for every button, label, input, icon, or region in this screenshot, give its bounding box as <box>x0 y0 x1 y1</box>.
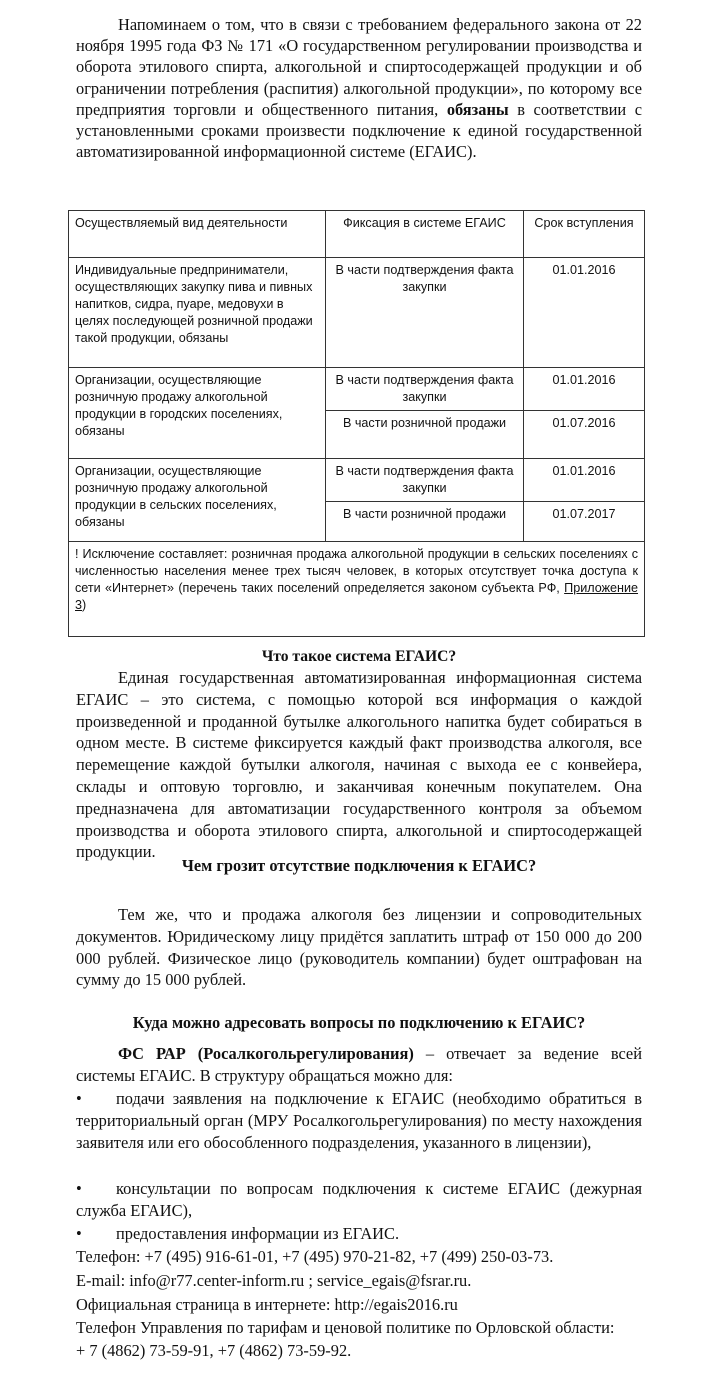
list-item-text: консультации по вопросам подключения к системе ЕГАИС (дежурная служба ЕГАИС), <box>76 1179 642 1220</box>
section-heading-contacts: Куда можно адресовать вопросы по подключению к ЕГАИС? <box>132 1013 586 1032</box>
section-threat-text <box>76 904 642 991</box>
fixation-cell: В части розничной продажи <box>326 502 524 542</box>
section-heading-threat: Чем грозит отсутствие подключения к ЕГАИС? <box>181 856 537 875</box>
table-header-row <box>69 211 645 258</box>
header-activity: Осуществляемый вид деятельности <box>69 211 326 258</box>
phone-line: Телефон: +7 (495) 916-61-01, +7 (495) 970-21-82, +7 (499) 250-03-73. <box>76 1247 554 1266</box>
note-text: ! Исключение составляет: розничная продажа алкогольной продукции в сельских поселениях с численностью населения менее трех тысяч человек, в которых отсутствует точка доступа к сети «Интернет» (перечень таких поселений определяется законом субъекта РФ, <box>75 547 638 595</box>
email-line[interactable]: E-mail: info@r77.center-inform.ru ; service_egais@fsrar.ru. <box>76 1271 472 1290</box>
fixation-cell: В части подтверждения факта закупки <box>326 459 524 502</box>
threat-text: Тем же, что и продажа алкоголя без лицензии и сопроводительных документов. Юридическому лицу придётся заплатить штраф от 150 000 до 200 000 рублей. Физическое лицо (руководитель компании) будет оштрафован на сумму до 15 000 рублей. <box>76 905 642 990</box>
date-cell: 01.01.2016 <box>524 258 645 368</box>
table-row <box>69 368 645 411</box>
section-what-is-egais-text <box>76 667 642 863</box>
egais-deadlines-table <box>68 210 645 637</box>
website-line[interactable]: Официальная страница в интернете: http://egais2016.ru <box>76 1295 458 1314</box>
table-row <box>69 258 645 368</box>
list-item <box>76 1223 642 1245</box>
list-item <box>76 1088 642 1154</box>
fsrar-name: ФС РАР (Росалкогольрегулирования) <box>118 1044 414 1063</box>
fixation-cell: В части подтверждения факта закупки <box>326 258 524 368</box>
activity-cell: Индивидуальные предприниматели, осуществляющих закупку пива и пивных напитков, сидра, пуаре, медовухи в целях последующей розничной продажи такой продукции, обязаны <box>69 258 326 368</box>
fixation-cell: В части розничной продажи <box>326 411 524 459</box>
section-heading-what-is-egais: Что такое система ЕГАИС? <box>261 648 457 665</box>
intro-bold-word: обязаны <box>446 99 509 119</box>
contacts-lead-paragraph <box>76 1043 642 1087</box>
table-row <box>69 459 645 502</box>
fsrar-description: – отвечает за ведение всей системы ЕГАИС. В структуру обращаться можно для: <box>76 1044 642 1085</box>
table-note-row <box>69 542 645 637</box>
office-phone-label: Телефон Управления по тарифам и ценовой политике по Орловской области: <box>76 1318 615 1337</box>
appendix-link[interactable]: Приложение 3 <box>75 581 639 612</box>
header-fixation: Фиксация в системе ЕГАИС <box>326 211 524 258</box>
activity-cell: Организации, осуществляющие розничную продажу алкогольной продукции в сельских поселениях, обязаны <box>69 459 326 542</box>
exception-note <box>69 542 645 637</box>
header-date: Срок вступления <box>524 211 645 258</box>
bullet-icon: • <box>76 1179 82 1198</box>
bullet-icon: • <box>76 1089 82 1108</box>
what-is-egais-text: Единая государственная автоматизированная информационная система ЕГАИС – это система, с помощью которой вся информация о каждой произведенной и проданной бутылке алкогольного напитка будет собираться в одном месте. В системе фиксируется каждый факт производства алкоголя, все перемещение каждой бутылки алкоголя, начиная с выхода ее с конвейера, склады и оптовую торговлю, и заканчивая конечным покупателем. Она предназначена для автоматизации государственного контроля за объемом производства и оборота этилового спирта, алкогольной и спиртосодержащей продукции. <box>76 668 642 862</box>
date-cell: 01.01.2016 <box>524 368 645 411</box>
list-item <box>76 1178 642 1222</box>
note-end: ) <box>82 598 87 612</box>
office-phone-numbers: + 7 (4862) 73-59-91, +7 (4862) 73-59-92. <box>76 1341 352 1360</box>
date-cell: 01.07.2017 <box>524 502 645 542</box>
list-item-text: подачи заявления на подключение к ЕГАИС (необходимо обратиться в территориальный орган (МРУ Росалкогольрегулирования) по месту нахождения заявителя или его обособленного подразделения, указанного в лицензии), <box>76 1089 642 1152</box>
date-cell: 01.01.2016 <box>524 459 645 502</box>
date-cell: 01.07.2016 <box>524 411 645 459</box>
intro-paragraph <box>76 14 642 162</box>
intro-text-end: в соответствии с установленными сроками произвести подключение к единой государственной автоматизированной информационной системе (ЕГАИС). <box>76 99 642 162</box>
activity-cell: Организации, осуществляющие розничную продажу алкогольной продукции в городских поселениях, обязаны <box>69 368 326 459</box>
intro-text: Напоминаем о том, что в связи с требованием федерального закона от 22 ноября 1995 года ФЗ № 171 «О государственном регулировании производства и оборота этилового спирта, алкогольной и спиртосодержащей продукции и об ограничении потребления (распития) алкогольной продукции», по которому все предприятия торговли и общественного питания, <box>76 15 642 119</box>
bullet-icon: • <box>76 1224 82 1243</box>
fixation-cell: В части подтверждения факта закупки <box>326 368 524 411</box>
list-item-text: предоставления информации из ЕГАИС. <box>116 1224 400 1243</box>
